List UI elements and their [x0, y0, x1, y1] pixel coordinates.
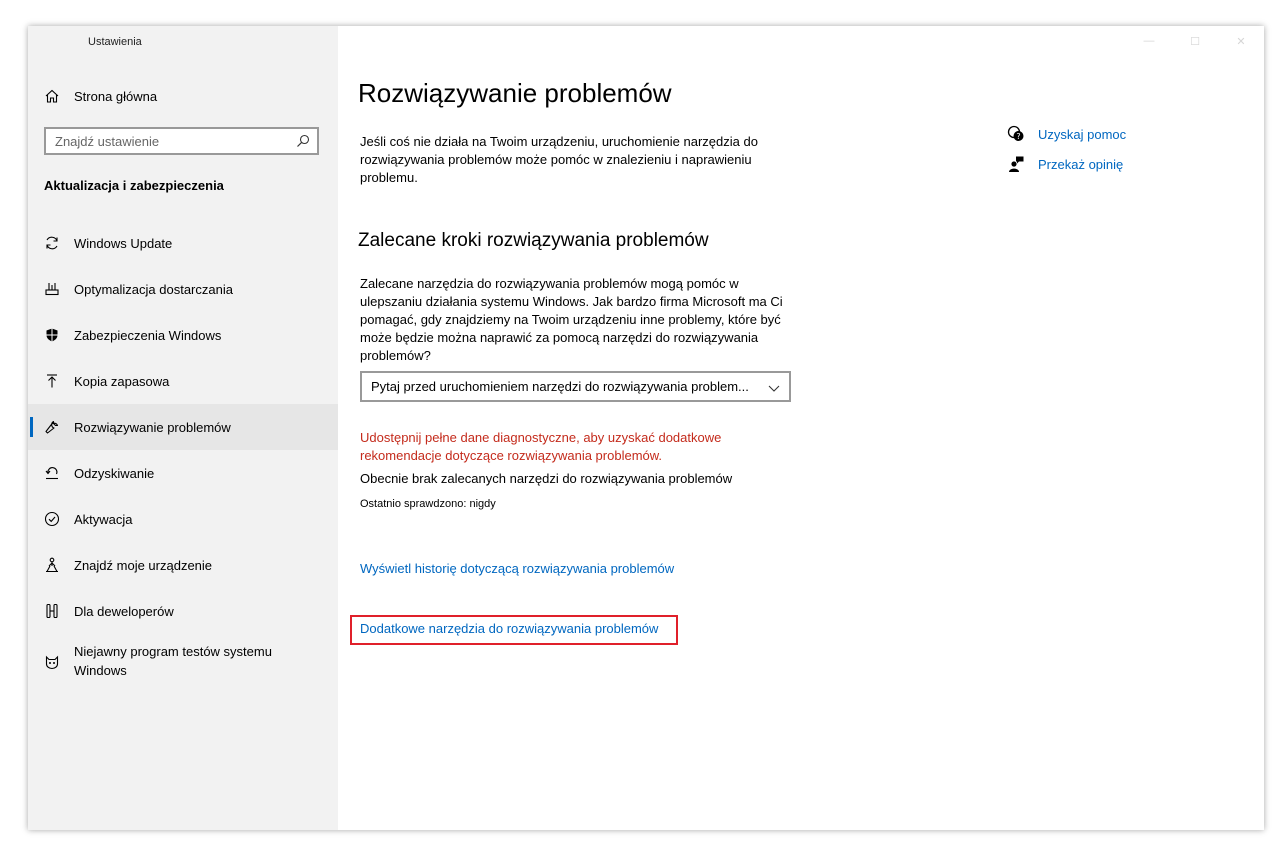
sidebar-item-label: Zabezpieczenia Windows	[74, 327, 222, 343]
person-pin-icon	[42, 555, 62, 575]
sidebar-item-label: Znajdź moje urządzenie	[74, 557, 213, 573]
shield-icon	[42, 325, 62, 345]
sidebar-item-activation[interactable]	[28, 496, 338, 542]
settings-window	[28, 26, 1264, 830]
minimize-button[interactable]: —	[1143, 35, 1155, 47]
sidebar-item-label: Optymalizacja dostarczania	[74, 281, 233, 297]
troubleshoot-preference-dropdown[interactable]	[360, 371, 791, 402]
sidebar-item-label: Dla deweloperów	[74, 603, 174, 619]
sidebar-home[interactable]	[42, 86, 157, 106]
recovery-icon	[42, 463, 62, 483]
sidebar-item-windows-update[interactable]	[28, 220, 338, 266]
check-circle-icon	[42, 509, 62, 529]
intro-text: Jeśli coś nie działa na Twoim urządzeniu, uruchomienie narzędzia do rozwiązywania problemów może pomóc w znalezieniu i naprawieniu problemu.	[360, 134, 758, 185]
delivery-icon	[42, 279, 62, 299]
sidebar-item-backup[interactable]	[28, 358, 338, 404]
section-title: Aktualizacja i zabezpieczenia	[44, 178, 224, 193]
additional-troubleshooters-link[interactable]: Dodatkowe narzędzia do rozwiązywania problemów	[360, 621, 659, 636]
last-checked: Ostatnio sprawdzono: nigdy	[360, 498, 496, 510]
close-button[interactable]: ✕	[1236, 35, 1246, 48]
sidebar-item-recovery[interactable]	[28, 450, 338, 496]
sidebar-item-label: Aktywacja	[74, 511, 133, 527]
sidebar-item-windows-insider[interactable]	[28, 634, 338, 690]
sidebar-item-delivery-optimization[interactable]	[28, 266, 338, 312]
search-icon[interactable]	[296, 134, 310, 148]
sidebar-item-for-developers[interactable]	[28, 588, 338, 634]
sidebar-item-label: Windows Update	[74, 235, 173, 251]
sidebar-item-troubleshoot[interactable]	[28, 404, 338, 450]
upload-arrow-icon	[42, 371, 62, 391]
maximize-button[interactable]: ☐	[1190, 35, 1200, 48]
recommendation-status: Obecnie brak zalecanych narzędzi do rozwiązywania problemów	[360, 471, 733, 486]
chevron-down-icon	[768, 381, 780, 393]
app-title: Ustawienia	[88, 36, 142, 48]
sidebar-item-label: Kopia zapasowa	[74, 373, 170, 389]
search-box	[44, 127, 319, 155]
home-icon	[42, 86, 62, 106]
sidebar-item-find-my-device[interactable]	[28, 542, 338, 588]
svg-text:?: ?	[1016, 132, 1021, 141]
troubleshoot-history-link[interactable]: Wyświetl historię dotyczącą rozwiązywania problemów	[360, 561, 675, 576]
sidebar-item-windows-security[interactable]	[28, 312, 338, 358]
page-title: Rozwiązywanie problemów	[358, 78, 672, 108]
help-panel	[1006, 124, 1126, 184]
get-help-link[interactable]	[1006, 124, 1126, 144]
feedback-label: Przekaż opinię	[1038, 156, 1124, 172]
recommended-description: Zalecane narzędzia do rozwiązywania problemów mogą pomóc w ulepszaniu działania systemu Windows. Jak bardzo firma Microsoft ma Ci pomagać, gdy znajdziemy na Twoim urządzeniu inne problemy, które być może będzie można naprawić za pomocą narzędzi do rozwiązywania problemów?	[360, 276, 783, 363]
dropdown-value: Pytaj przed uruchomieniem narzędzi do rozwiązywania problem...	[371, 379, 749, 394]
sidebar-item-label: Niejawny program testów systemu Windows	[74, 644, 272, 678]
refresh-icon	[42, 233, 62, 253]
recommended-heading: Zalecane kroki rozwiązywania problemów	[358, 230, 709, 251]
wrench-icon	[42, 417, 62, 437]
sidebar-home-label: Strona główna	[74, 88, 158, 104]
search-input[interactable]	[46, 133, 292, 150]
insider-cat-icon	[42, 652, 62, 672]
help-chat-icon	[1006, 124, 1026, 144]
get-help-label: Uzyskaj pomoc	[1038, 126, 1127, 142]
diagnostic-data-warning-link[interactable]: Udostępnij pełne dane diagnostyczne, aby uzyskać dodatkowe rekomendacje dotyczące rozwiązywania problemów.	[360, 430, 722, 463]
feedback-person-icon	[1006, 154, 1026, 174]
sidebar-item-label: Odzyskiwanie	[74, 465, 155, 481]
window-controls	[1126, 26, 1264, 56]
feedback-link[interactable]	[1006, 154, 1126, 174]
sidebar-nav	[28, 220, 338, 690]
developer-tools-icon	[42, 601, 62, 621]
sidebar-item-label: Rozwiązywanie problemów	[74, 419, 231, 435]
sidebar	[28, 26, 338, 830]
